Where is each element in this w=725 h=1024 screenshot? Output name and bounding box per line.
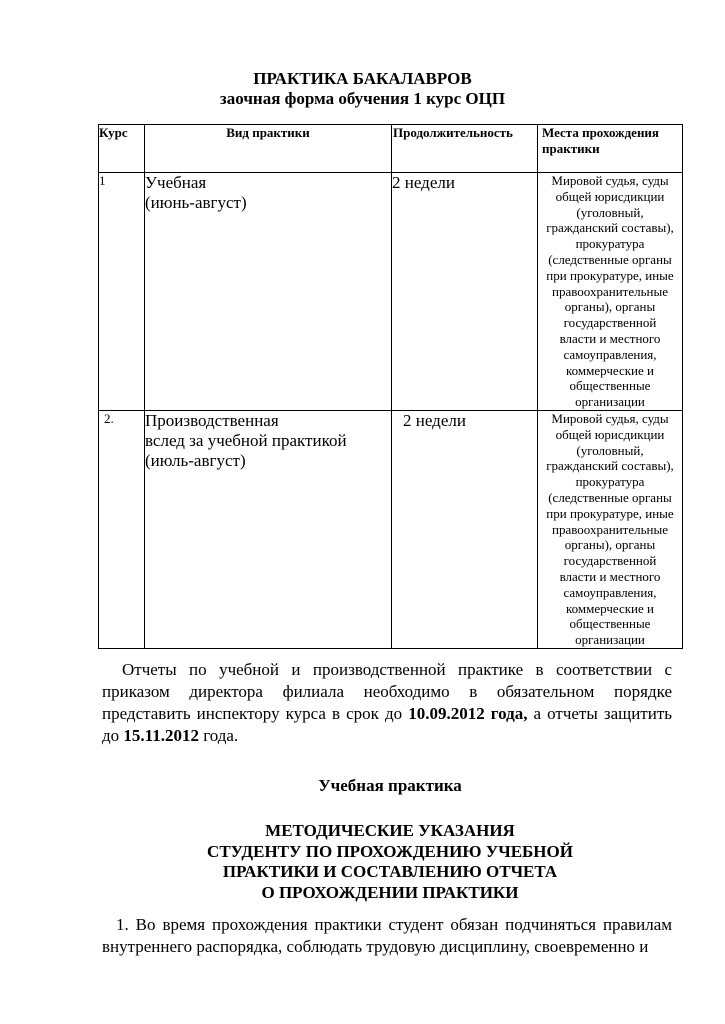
practice-type-line: Учебная [145,173,207,192]
guidelines-heading-line: О ПРОХОЖДЕНИИ ПРАКТИКИ [261,882,519,902]
row-places [538,410,683,648]
place-line: (уголовный, [576,204,644,220]
place-line: общественные [569,616,651,632]
paragraph-text: Отчеты по учебной и производственной практике в соответствии с приказом директора филиала необходимо в обязательном порядке представить инспектору курса в срок до [102,660,672,723]
column-header-course: Курс [99,125,145,173]
guidelines-heading-line: СТУДЕНТУ ПО ПРОХОЖДЕНИЮ УЧЕБНОЙ [207,841,573,861]
place-line: государственной [563,315,657,331]
guidelines-heading-line: МЕТОДИЧЕСКИЕ УКАЗАНИЯ [265,821,515,840]
place-line: органы), органы [564,537,656,553]
place-line: общественные [569,378,651,394]
place-line: власти и местного [559,330,661,346]
place-line: общей юрисдикции [555,188,665,204]
row-practice-type [145,173,392,411]
practice-type-line: вслед за учебной практикой [145,430,347,450]
table-header-row [99,125,683,173]
practice-type-line: Производственная [145,410,279,430]
place-line: Мировой судья, суды [551,173,669,188]
place-line: гражданский составы), [546,220,674,236]
place-line: коммерческие и [566,600,654,616]
guidelines-heading-line: ПРАКТИКИ И СОСТАВЛЕНИЮ ОТЧЕТА [222,862,558,881]
reports-paragraph [102,659,672,747]
deadline-defense-date: 15.11.2012 [123,726,199,745]
document-subtitle: заочная форма обучения 1 курс ОЦП [219,89,506,108]
place-line: власти и местного [559,568,661,584]
table-row [99,173,683,411]
row-duration: 2 недели [392,173,538,411]
place-line: гражданский составы), [546,458,674,474]
place-line: (следственные органы [548,489,672,505]
rules-paragraph: 1. Во время прохождения практики студент обязан подчиняться правилам внутреннего распорядка, соблюдать трудовую дисциплину, своевременно и [102,915,672,956]
column-header-places: Места прохождения практики [538,125,683,173]
paragraph-text: а отчеты защитить до [102,704,673,745]
row-practice-type [145,410,392,648]
section-heading: Учебная практика [318,776,462,795]
place-line: организации [575,394,645,410]
place-line: при прокуратуре, иные [546,505,674,521]
row-course-number: 2. [99,410,145,648]
practice-type-line: (июнь-август) [145,193,247,212]
practice-type-line: (июль-август) [145,450,246,470]
place-line: правоохранительные [552,283,668,299]
place-line: общей юрисдикции [555,426,665,442]
place-line: прокуратура [575,236,645,252]
place-line: (уголовный, [576,442,644,458]
guidelines-heading [0,821,725,903]
place-line: государственной [563,553,657,569]
place-line: Мировой судья, суды [551,410,669,426]
place-line: самоуправления, [563,584,657,600]
place-line: прокуратура [575,474,645,490]
deadline-submit-date: 10.09.2012 года, [408,704,528,723]
place-line: (следственные органы [548,251,672,267]
place-line: органы), органы [564,299,656,315]
table-row [99,410,683,648]
place-line: организации [575,632,645,648]
row-course-number: 1 [99,173,145,411]
practice-table [98,124,683,649]
row-duration: 2 недели [392,410,538,648]
document-title: ПРАКТИКА БАКАЛАВРОВ [253,69,472,88]
place-line: самоуправления, [563,346,657,362]
row-places [538,173,683,411]
place-line: правоохранительные [552,521,668,537]
paragraph-text: года. [198,726,239,745]
place-line: коммерческие и [566,362,654,378]
place-line: при прокуратуре, иные [546,267,674,283]
column-header-duration: Продолжительность [392,125,538,173]
column-header-type: Вид практики [145,125,392,173]
